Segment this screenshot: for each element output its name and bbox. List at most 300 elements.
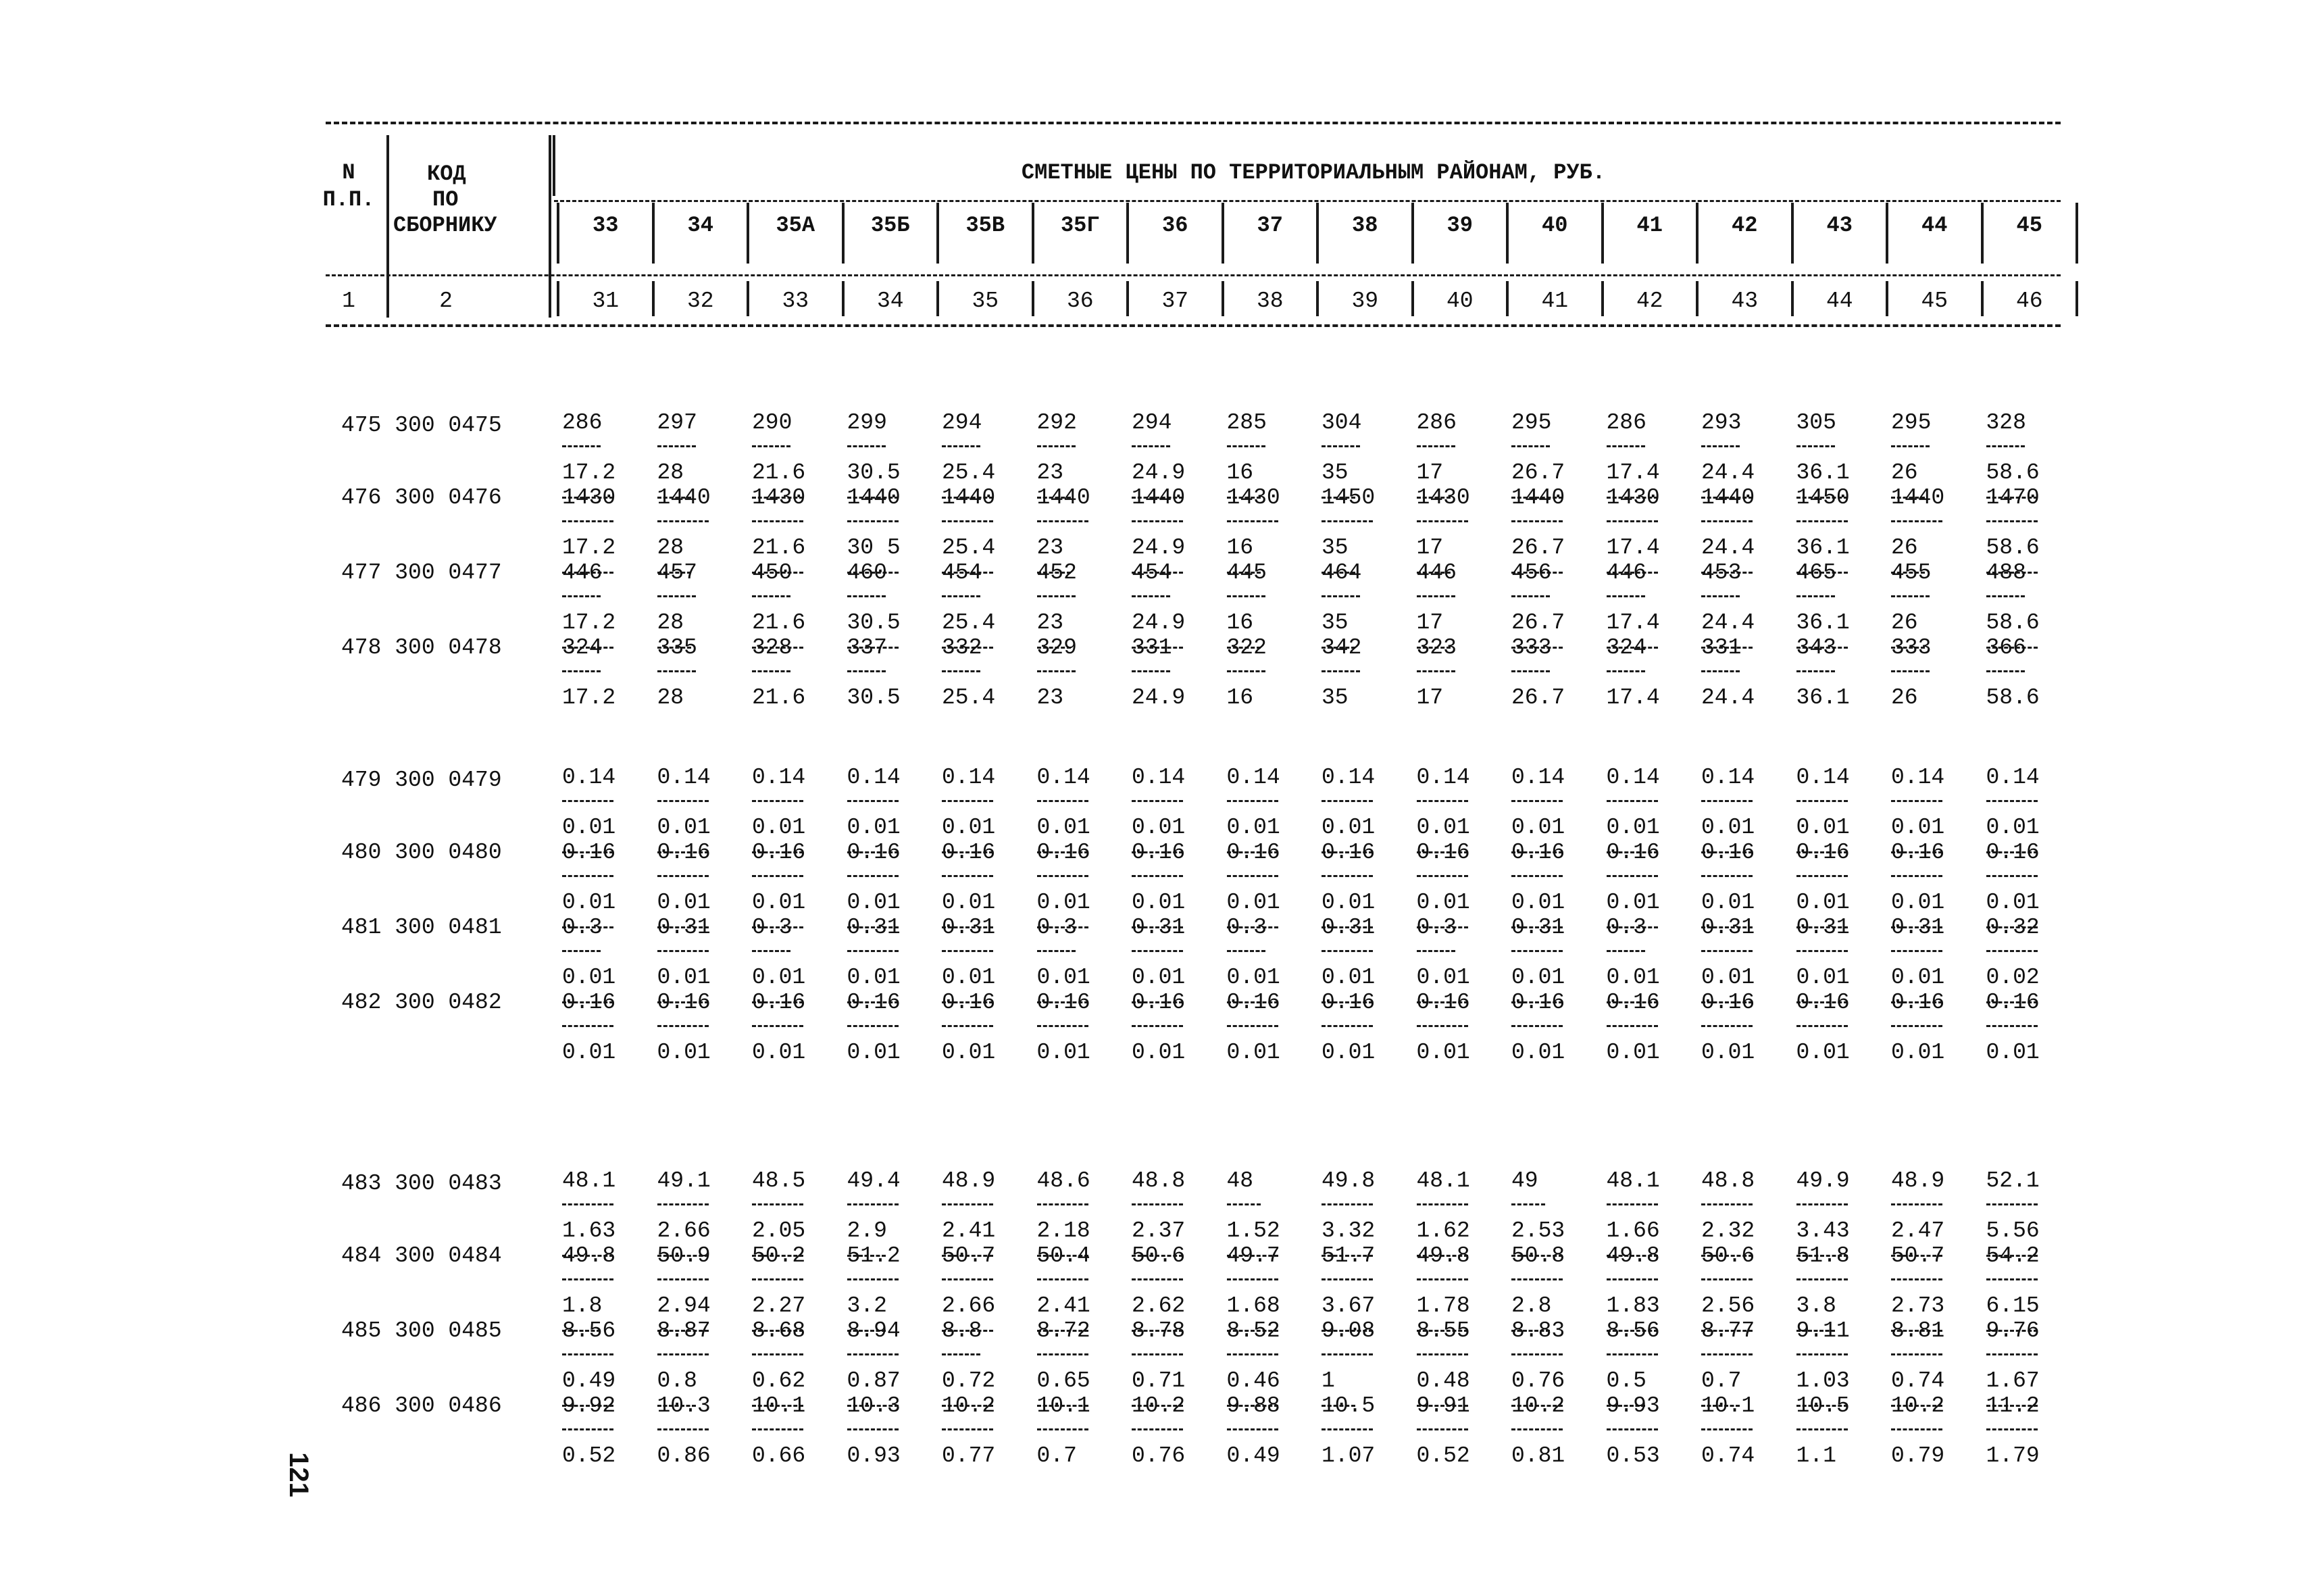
region-col-divider [1981, 203, 1984, 264]
table-cell: 0.31 [1511, 915, 1565, 940]
table-cell: 1440 [1891, 485, 1945, 510]
table-cell: 2.94 [657, 1293, 711, 1318]
table-cell: 36.1 [1796, 610, 1850, 635]
column-index: 41 [1541, 289, 1569, 314]
cell-separator [847, 445, 886, 447]
column-index: 32 [686, 289, 714, 314]
region-col-divider [1506, 203, 1509, 264]
cell-separator [1891, 670, 1930, 672]
table-cell: 0.01 [1606, 890, 1660, 915]
page-number: 121 [283, 1452, 313, 1497]
cell-separator [1891, 1428, 1942, 1430]
index-col-divider [1126, 281, 1129, 316]
table-cell: 49.7 [1226, 1243, 1280, 1268]
table-cell: 305 [1796, 410, 1836, 435]
cell-separator [942, 950, 993, 952]
cell-separator [1511, 800, 1563, 802]
cell-separator [1417, 1025, 1468, 1027]
region-col-divider [747, 203, 749, 264]
table-cell: 0.01 [1986, 815, 2040, 840]
region-col-divider [1032, 203, 1034, 264]
cell-separator [752, 950, 790, 952]
table-cell: 10.3 [657, 1393, 711, 1418]
table-cell: 26 [1891, 610, 1918, 635]
table-cell: 11.2 [1986, 1393, 2040, 1418]
cell-separator [847, 1353, 899, 1355]
table-cell: 0.16 [752, 840, 806, 865]
cell-separator [1986, 1353, 2038, 1355]
table-cell: 0.16 [1986, 840, 2040, 865]
table-cell: 0.31 [1322, 915, 1376, 940]
column-index: 36 [1066, 289, 1094, 314]
cell-separator [1796, 800, 1848, 802]
cell-separator [1891, 595, 1930, 597]
cell-separator [847, 1025, 899, 1027]
table-cell: 48 [1226, 1168, 1254, 1193]
cell-separator [847, 800, 899, 802]
cell-separator [752, 1025, 803, 1027]
region-col-divider [2076, 203, 2078, 264]
table-cell: 455 [1891, 560, 1932, 585]
table-cell: 58.6 [1986, 535, 2040, 560]
table-cell: 0.01 [752, 1040, 806, 1065]
table-cell: 17 [1416, 610, 1444, 635]
table-cell: 50.6 [1132, 1243, 1186, 1268]
table-cell: 48.8 [1132, 1168, 1186, 1193]
cell-separator [847, 950, 899, 952]
cell-separator [657, 670, 696, 672]
table-cell: 36.1 [1796, 685, 1850, 710]
table-cell: 0.14 [1226, 765, 1280, 790]
table-cell: 48.1 [1606, 1168, 1660, 1193]
table-cell: 0.14 [1986, 765, 2040, 790]
table-cell: 1440 [1511, 485, 1565, 510]
table-cell: 49 [1511, 1168, 1538, 1193]
cell-separator [1796, 520, 1848, 522]
table-cell: 0.16 [657, 840, 711, 865]
cell-separator [1986, 520, 2038, 522]
table-cell: 1430 [562, 485, 616, 510]
table-cell: 0.16 [1416, 840, 1470, 865]
table-cell: 0.01 [752, 815, 806, 840]
table-cell: 342 [1322, 635, 1362, 660]
table-cell: 0.01 [1132, 965, 1186, 990]
table-cell: 49.4 [847, 1168, 901, 1193]
cell-separator [1227, 445, 1265, 447]
table-cell: 6.15 [1986, 1293, 2040, 1318]
table-cell: 0.16 [562, 840, 616, 865]
region-col-divider [1316, 203, 1319, 264]
cell-separator [752, 800, 803, 802]
table-cell: 453 [1701, 560, 1742, 585]
table-cell: 48.9 [942, 1168, 996, 1193]
table-cell: 0.46 [1226, 1368, 1280, 1393]
table-cell: 5.56 [1986, 1218, 2040, 1243]
table-cell: 1.66 [1606, 1218, 1660, 1243]
table-cell: 0.16 [1036, 840, 1090, 865]
table-cell: 35 [1322, 685, 1349, 710]
table-cell: 1450 [1796, 485, 1850, 510]
table-cell: 0.01 [1416, 815, 1470, 840]
table-cell: 366 [1986, 635, 2026, 660]
cell-separator [1511, 1428, 1563, 1430]
header-index-rule [326, 274, 2061, 276]
cell-separator [1132, 1025, 1183, 1027]
index-col-divider [652, 281, 655, 316]
table-cell: 1.63 [562, 1218, 616, 1243]
table-cell: 0.14 [1796, 765, 1850, 790]
column-index: 39 [1351, 289, 1379, 314]
table-cell: 465 [1796, 560, 1836, 585]
table-cell: 35 [1322, 610, 1349, 635]
cell-separator [1417, 950, 1455, 952]
index-col-divider [1696, 281, 1699, 316]
table-cell: 9.88 [1226, 1393, 1280, 1418]
table-cell: 0.01 [1132, 890, 1186, 915]
cell-separator [562, 445, 601, 447]
table-cell: 10.1 [752, 1393, 806, 1418]
table-cell: 0.3 [1036, 915, 1077, 940]
table-cell: 0.01 [1132, 1040, 1186, 1065]
table-cell: 323 [1416, 635, 1457, 660]
table-cell: 10.5 [1796, 1393, 1850, 1418]
table-cell: 1430 [1416, 485, 1470, 510]
column-index: 40 [1446, 289, 1474, 314]
table-cell: 0.01 [1986, 1040, 2040, 1065]
table-cell: 26.7 [1511, 685, 1565, 710]
cell-separator [1227, 520, 1278, 522]
table-cell: 16 [1226, 610, 1254, 635]
header-main-title: СМЕТНЫЕ ЦЕНЫ ПО ТЕРРИТОРИАЛЬНЫМ РАЙОНАМ, РУБ. [1021, 160, 1606, 185]
table-cell: 30.5 [847, 685, 901, 710]
row-code: 480 300 0480 [341, 840, 502, 865]
table-cell: 8.56 [1606, 1318, 1660, 1343]
header-index-2: 2 [439, 289, 453, 314]
table-cell: 0.16 [942, 990, 996, 1015]
index-col-divider [1506, 281, 1509, 316]
table-cell: 17.4 [1606, 685, 1660, 710]
index-col-divider [1222, 281, 1224, 316]
cell-separator [1796, 1203, 1848, 1205]
cell-separator [1417, 595, 1455, 597]
cell-separator [1417, 670, 1455, 672]
table-cell: 24.4 [1701, 685, 1755, 710]
table-cell: 0.01 [1701, 890, 1755, 915]
table-cell: 0.01 [1796, 890, 1850, 915]
cell-separator [1701, 1278, 1753, 1280]
cell-separator [942, 1353, 980, 1355]
cell-separator [1227, 1428, 1278, 1430]
table-cell: 26 [1891, 685, 1918, 710]
table-cell: 0.16 [562, 990, 616, 1015]
table-cell: 293 [1701, 410, 1742, 435]
cell-separator [1227, 1278, 1278, 1280]
table-cell: 8.56 [562, 1318, 616, 1343]
index-col-divider [1316, 281, 1319, 316]
table-cell: 1440 [1701, 485, 1755, 510]
cell-separator [1796, 1428, 1848, 1430]
table-cell: 2.9 [847, 1218, 887, 1243]
table-cell: 0.01 [942, 965, 996, 990]
region-col-divider [1126, 203, 1129, 264]
table-cell: 0.16 [1606, 840, 1660, 865]
table-cell: 2.66 [657, 1218, 711, 1243]
table-cell: 322 [1226, 635, 1267, 660]
cell-separator [1322, 1428, 1373, 1430]
table-cell: 23 [1036, 610, 1064, 635]
table-cell: 2.73 [1891, 1293, 1945, 1318]
table-cell: 58.6 [1986, 610, 2040, 635]
cell-separator [1132, 800, 1183, 802]
cell-separator [752, 1203, 803, 1205]
table-cell: 0.01 [1511, 1040, 1565, 1065]
cell-separator [657, 1428, 709, 1430]
table-cell: 2.41 [1036, 1293, 1090, 1318]
table-cell: 0.8 [657, 1368, 697, 1393]
table-cell: 454 [1132, 560, 1172, 585]
cell-separator [1607, 875, 1658, 877]
cell-separator [1132, 875, 1183, 877]
cell-separator [1417, 1203, 1468, 1205]
table-cell: 23 [1036, 460, 1064, 485]
table-cell: 9.11 [1796, 1318, 1850, 1343]
table-cell: 0.01 [1891, 1040, 1945, 1065]
cell-separator [1607, 1428, 1658, 1430]
table-cell: 1430 [1226, 485, 1280, 510]
table-cell: 48.1 [1416, 1168, 1470, 1193]
table-cell: 0.01 [562, 1040, 616, 1065]
table-cell: 1.83 [1606, 1293, 1660, 1318]
table-cell: 49.8 [1416, 1243, 1470, 1268]
cell-separator [562, 1353, 613, 1355]
cell-separator [1701, 445, 1740, 447]
table-cell: 8.81 [1891, 1318, 1945, 1343]
table-cell: 9.76 [1986, 1318, 2040, 1343]
table-cell: 0.01 [942, 815, 996, 840]
table-cell: 2.8 [1511, 1293, 1552, 1318]
table-cell: 3.67 [1322, 1293, 1376, 1318]
table-cell: 28 [657, 685, 684, 710]
cell-separator [1986, 1428, 2038, 1430]
table-cell: 0.93 [847, 1443, 901, 1468]
table-cell: 8.8 [942, 1318, 982, 1343]
table-cell: 0.16 [1132, 990, 1186, 1015]
cell-separator [1511, 445, 1550, 447]
table-cell: 0.01 [562, 815, 616, 840]
table-cell: 17 [1416, 460, 1444, 485]
header-pp-label: П.П. [322, 187, 375, 212]
cell-separator [1322, 1203, 1373, 1205]
region-code: 35В [965, 213, 1005, 238]
table-cell: 1440 [942, 485, 996, 510]
table-cell: 3.2 [847, 1293, 887, 1318]
table-cell: 49.8 [1322, 1168, 1376, 1193]
row-code: 478 300 0478 [341, 635, 502, 660]
table-cell: 456 [1511, 560, 1552, 585]
table-cell: 0.7 [1036, 1443, 1077, 1468]
cell-separator [1417, 445, 1455, 447]
table-cell: 0.01 [1701, 965, 1755, 990]
cell-separator [1322, 520, 1373, 522]
table-cell: 10.2 [942, 1393, 996, 1418]
cell-separator [1511, 875, 1563, 877]
table-cell: 0.01 [1322, 815, 1376, 840]
table-cell: 0.01 [1226, 965, 1280, 990]
cell-separator [1417, 800, 1468, 802]
row-code: 484 300 0484 [341, 1243, 502, 1268]
table-cell: 0.01 [1132, 815, 1186, 840]
row-code: 482 300 0482 [341, 990, 502, 1015]
row-code: 485 300 0485 [341, 1318, 502, 1343]
table-cell: 0.01 [1796, 1040, 1850, 1065]
table-cell: 30 5 [847, 535, 901, 560]
table-cell: 48.9 [1891, 1168, 1945, 1193]
cell-separator [1322, 670, 1360, 672]
region-code: 44 [1921, 213, 1948, 238]
table-cell: 328 [1986, 410, 2026, 435]
table-cell: 48.5 [752, 1168, 806, 1193]
cell-separator [1132, 1353, 1183, 1355]
cell-separator [942, 520, 993, 522]
table-cell: 0.01 [562, 965, 616, 990]
table-cell: 292 [1036, 410, 1077, 435]
cell-separator [1322, 1278, 1373, 1280]
table-cell: 332 [942, 635, 982, 660]
table-cell: 3.8 [1796, 1293, 1836, 1318]
cell-separator [1607, 800, 1658, 802]
cell-separator [1701, 1203, 1753, 1205]
column-index: 45 [1921, 289, 1948, 314]
cell-separator [1132, 520, 1183, 522]
table-cell: 0.01 [1891, 890, 1945, 915]
table-cell: 0.01 [1986, 890, 2040, 915]
table-cell: 0.01 [1226, 890, 1280, 915]
table-cell: 51.8 [1796, 1243, 1850, 1268]
cell-separator [1607, 1203, 1658, 1205]
cell-separator [1227, 1025, 1278, 1027]
cell-separator [1417, 875, 1468, 877]
table-cell: 0.16 [847, 840, 901, 865]
table-cell: 0.87 [847, 1368, 901, 1393]
table-cell: 1.79 [1986, 1443, 2040, 1468]
table-cell: 17.4 [1606, 610, 1660, 635]
table-cell: 48.6 [1036, 1168, 1090, 1193]
cell-separator [1701, 875, 1753, 877]
cell-separator [942, 670, 980, 672]
table-cell: 1.52 [1226, 1218, 1280, 1243]
table-cell: 3.32 [1322, 1218, 1376, 1243]
cell-separator [1132, 1278, 1183, 1280]
header-number-label: N [342, 160, 355, 185]
table-cell: 8.87 [657, 1318, 711, 1343]
table-cell: 0.14 [1701, 765, 1755, 790]
column-index: 34 [876, 289, 904, 314]
cell-separator [1607, 520, 1658, 522]
cell-separator [1227, 1353, 1278, 1355]
table-cell: 50.9 [657, 1243, 711, 1268]
table-cell: 35 [1322, 460, 1349, 485]
table-cell: 0.01 [1511, 965, 1565, 990]
table-cell: 0.02 [1986, 965, 2040, 990]
table-cell: 335 [657, 635, 697, 660]
row-code: 486 300 0486 [341, 1393, 502, 1418]
table-cell: 0.16 [1891, 990, 1945, 1015]
table-cell: 0.31 [1132, 915, 1186, 940]
table-cell: 464 [1322, 560, 1362, 585]
table-cell: 0.3 [562, 915, 603, 940]
cell-separator [1986, 670, 2025, 672]
table-cell: 1.07 [1322, 1443, 1376, 1468]
table-cell: 9.93 [1606, 1393, 1660, 1418]
table-cell: 0.01 [1322, 965, 1376, 990]
table-cell: 0.16 [752, 990, 806, 1015]
table-cell: 1440 [1132, 485, 1186, 510]
cell-separator [1796, 950, 1848, 952]
table-cell: 331 [1132, 635, 1172, 660]
cell-separator [1037, 1203, 1088, 1205]
table-cell: 452 [1036, 560, 1077, 585]
table-cell: 0.16 [1511, 990, 1565, 1015]
table-cell: 1.62 [1416, 1218, 1470, 1243]
cell-separator [1132, 670, 1170, 672]
cell-separator [847, 1278, 899, 1280]
table-cell: 50.8 [1511, 1243, 1565, 1268]
cell-separator [752, 670, 790, 672]
table-cell: 0.66 [752, 1443, 806, 1468]
table-cell: 0.01 [942, 890, 996, 915]
table-cell: 331 [1701, 635, 1742, 660]
cell-separator [942, 1203, 993, 1205]
cell-separator [847, 875, 899, 877]
table-cell: 0.74 [1891, 1368, 1945, 1393]
table-cell: 2.66 [942, 1293, 996, 1318]
table-cell: 450 [752, 560, 793, 585]
table-cell: 1440 [1036, 485, 1090, 510]
cell-separator [1607, 670, 1645, 672]
table-cell: 0.01 [1606, 1040, 1660, 1065]
index-col-divider [936, 281, 939, 316]
region-col-divider [1601, 203, 1604, 264]
cell-separator [1701, 800, 1753, 802]
table-cell: 9.08 [1322, 1318, 1376, 1343]
table-cell: 49.8 [562, 1243, 616, 1268]
row-code: 477 300 0477 [341, 560, 502, 585]
region-code: 35Г [1060, 213, 1100, 238]
table-cell: 24.9 [1132, 685, 1186, 710]
cell-separator [1227, 950, 1265, 952]
table-cell: 8.55 [1416, 1318, 1470, 1343]
table-cell: 0.16 [1701, 990, 1755, 1015]
region-code: 35А [776, 213, 815, 238]
cell-separator [942, 875, 993, 877]
region-code: 41 [1636, 213, 1663, 238]
cell-separator [1891, 800, 1942, 802]
table-cell: 26.7 [1511, 460, 1565, 485]
cell-separator [562, 520, 613, 522]
table-cell: 0.16 [1416, 990, 1470, 1015]
table-cell: 0.14 [847, 765, 901, 790]
cell-separator [752, 445, 790, 447]
table-cell: 0.01 [847, 815, 901, 840]
table-cell: 0.16 [1796, 840, 1850, 865]
cell-separator [1891, 1353, 1942, 1355]
table-cell: 0.49 [562, 1368, 616, 1393]
cell-separator [1417, 520, 1468, 522]
cell-separator [657, 1353, 709, 1355]
table-cell: 9.92 [562, 1393, 616, 1418]
cell-separator [1986, 1025, 2038, 1027]
table-cell: 58.6 [1986, 685, 2040, 710]
